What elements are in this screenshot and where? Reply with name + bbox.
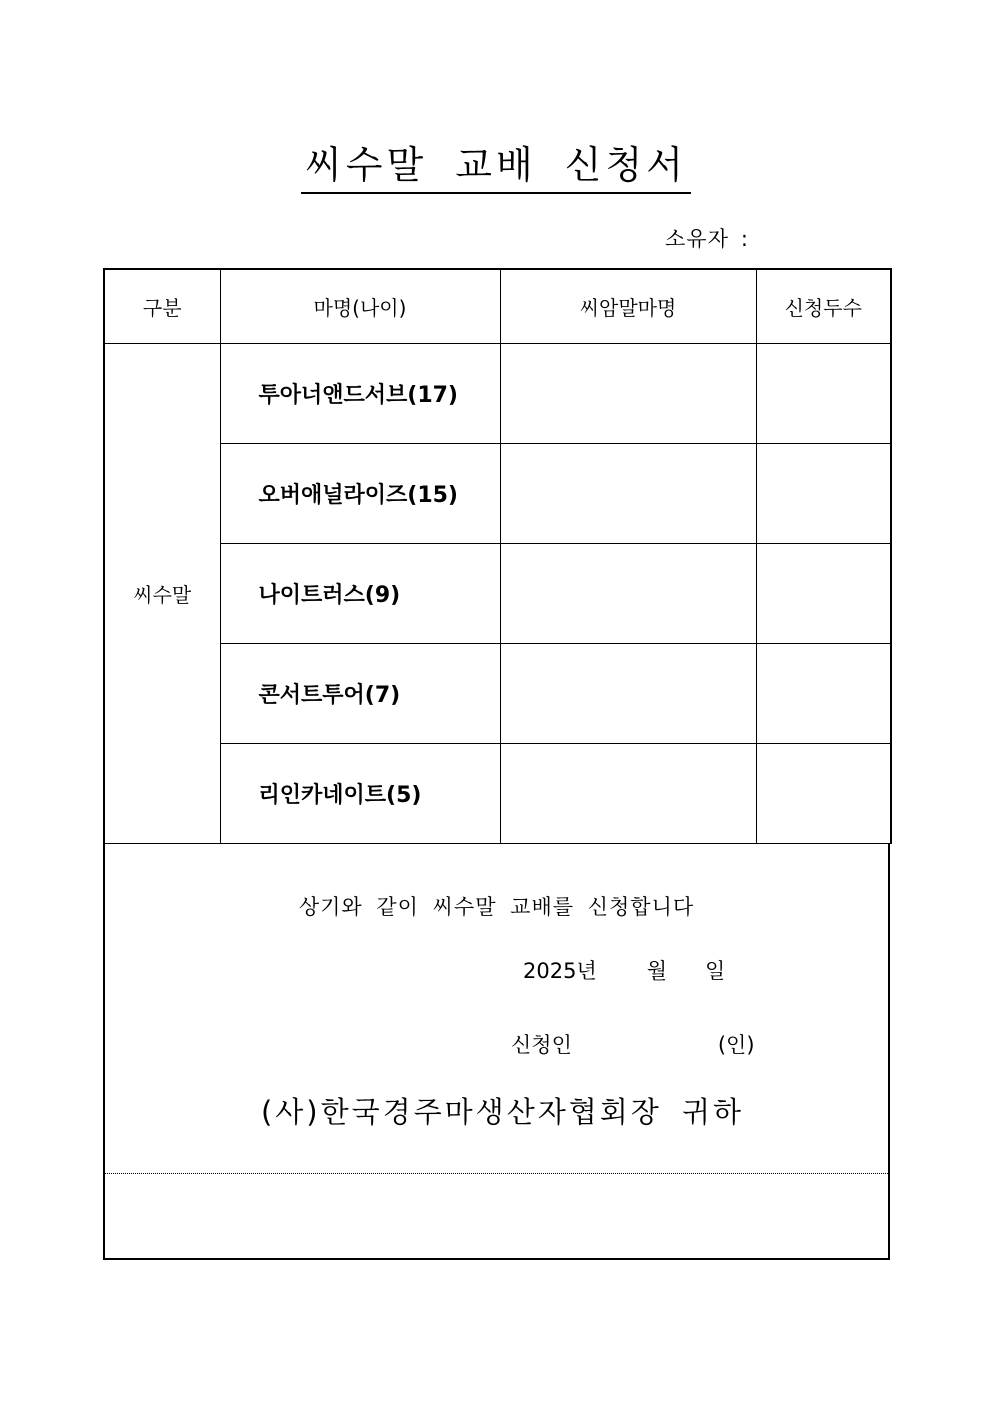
declaration-box xyxy=(103,844,890,1260)
application-date xyxy=(523,955,725,985)
header-category: 구분 xyxy=(104,269,220,344)
mare-name-input[interactable] xyxy=(500,444,756,544)
document-title-text: 씨수말 교배 신청서 xyxy=(301,140,691,194)
mare-name-input[interactable] xyxy=(500,744,756,844)
dotted-divider xyxy=(105,1173,888,1174)
table-row xyxy=(104,544,891,644)
seal-label: (인) xyxy=(717,1033,755,1057)
application-table xyxy=(103,268,892,844)
request-count-input[interactable] xyxy=(756,344,891,444)
applicant-label: 신청인 xyxy=(511,1033,572,1057)
mare-name-input[interactable] xyxy=(500,344,756,444)
stallion-name-cell: 투아너앤드서브(17) xyxy=(220,344,500,444)
table-header-row xyxy=(104,269,891,344)
header-request-count: 신청두수 xyxy=(756,269,891,344)
stallion-name-cell: 콘서트투어(7) xyxy=(220,644,500,744)
mare-name-input[interactable] xyxy=(500,644,756,744)
header-horse-name: 마명(나이) xyxy=(220,269,500,344)
table-row xyxy=(104,344,891,444)
table-row xyxy=(104,744,891,844)
addressee: (사)한국경주마생산자협회장 귀하 xyxy=(260,1095,745,1129)
table-row xyxy=(104,644,891,744)
mare-name-input[interactable] xyxy=(500,544,756,644)
stallion-name-cell: 나이트러스(9) xyxy=(220,544,500,644)
header-mare-name: 씨암말마명 xyxy=(500,269,756,344)
document-title xyxy=(0,140,992,194)
request-count-input[interactable] xyxy=(756,444,891,544)
owner-label: 소유자 xyxy=(665,227,729,251)
date-month-label: 월 xyxy=(646,959,668,983)
stallion-name-cell: 오버애널라이즈(15) xyxy=(220,444,500,544)
table-row xyxy=(104,444,891,544)
request-count-input[interactable] xyxy=(756,644,891,744)
applicant-line xyxy=(511,1029,755,1059)
application-statement: 상기와 같이 씨수말 교배를 신청합니다 xyxy=(298,895,695,919)
date-year: 2025년 xyxy=(523,959,597,983)
stallion-name-cell: 리인카네이트(5) xyxy=(220,744,500,844)
category-cell: 씨수말 xyxy=(104,344,220,844)
request-count-input[interactable] xyxy=(756,544,891,644)
date-day-label: 일 xyxy=(705,959,726,983)
owner-field xyxy=(665,225,748,253)
owner-colon: : xyxy=(740,227,748,251)
request-count-input[interactable] xyxy=(756,744,891,844)
